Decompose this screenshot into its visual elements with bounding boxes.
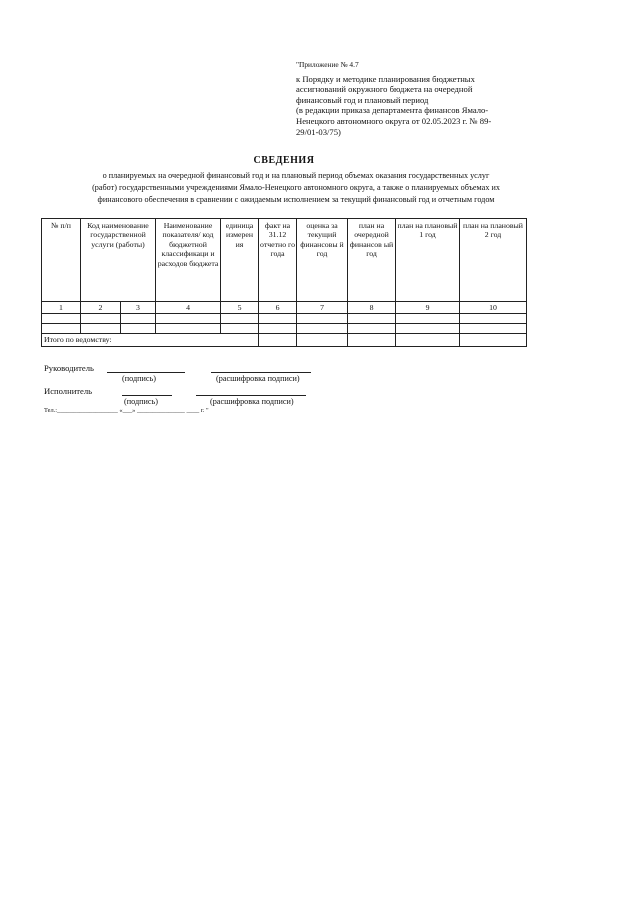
table-header-row	[42, 219, 527, 302]
header-fact: факт на 31.12 отчетно го года	[259, 219, 297, 302]
annex-line: к Порядку и методике планирования бюджетных	[296, 73, 475, 84]
header-estimate: оценка за текущий финансовы й год	[297, 219, 348, 302]
header-plan1: план на плановый 1 год	[396, 219, 460, 302]
column-number: 7	[297, 302, 348, 314]
annex-line: (в редакции приказа департамента финансов Ямало-	[296, 105, 489, 116]
column-number: 4	[156, 302, 221, 314]
column-number: 8	[348, 302, 396, 314]
head-sign-caption: (подпись)	[122, 374, 156, 383]
header-plan-next: план на очередной финансов ый год	[348, 219, 396, 302]
annex-line: 29/01-03/75)	[296, 126, 341, 137]
document-title: СВЕДЕНИЯ	[253, 155, 315, 166]
header-plan2: план на плановый 2 год	[460, 219, 527, 302]
telephone-date-line: Тел.:___________________ «___» _______________ ____ г. "	[44, 407, 209, 414]
header-indicator: Наименование показателя/ код бюджетной классификаци и расходов бюджета	[156, 219, 221, 302]
header-code: Код наименование государственной услуги (работы)	[81, 219, 156, 302]
table-row	[42, 314, 527, 324]
column-number: 9	[396, 302, 460, 314]
executor-label: Исполнитель	[44, 386, 93, 396]
table-row	[42, 324, 527, 334]
executor-sign-caption: (подпись)	[124, 397, 158, 406]
header-unit: единица измерен ия	[221, 219, 259, 302]
column-numbers-row	[42, 302, 527, 314]
subtitle-line: о планируемых на очередной финансовый год и на плановый период объемах оказания государственных услуг	[102, 171, 490, 180]
head-decode-caption: (расшифровка подписи)	[216, 374, 300, 383]
annex-line: финансовый год и плановый период	[296, 94, 429, 105]
document-subtitle	[30, 170, 562, 206]
head-sign-line	[107, 372, 185, 373]
header-num: № п/п	[42, 219, 81, 302]
head-label: Руководитель	[44, 363, 94, 373]
head-decode-line	[211, 372, 311, 373]
annex-block	[296, 60, 528, 137]
column-number: 6	[259, 302, 297, 314]
column-number: 1	[42, 302, 81, 314]
executor-decode-caption: (расшифровка подписи)	[210, 397, 294, 406]
column-number: 3	[121, 302, 156, 314]
column-number: 5	[221, 302, 259, 314]
executor-decode-line	[196, 395, 306, 396]
annex-line: "Приложение № 4.7	[296, 60, 359, 69]
column-number: 2	[81, 302, 121, 314]
annex-line: Ненецкого автономного округа от 02.05.2023 г. № 89-	[296, 115, 492, 126]
total-label: Итого по ведомству:	[42, 334, 259, 346]
subtitle-line: финансового обеспечения в сравнении с ожидаемым исполнением за текущий финансовый год и отчетным годом	[97, 195, 495, 204]
total-row	[42, 334, 527, 346]
executor-sign-line	[122, 395, 172, 396]
services-table	[41, 218, 527, 347]
annex-line: ассигнований окружного бюджета на очередной	[296, 84, 473, 95]
column-number: 10	[460, 302, 527, 314]
subtitle-line: (работ) государственными учреждениями Ямало-Ненецкого автономного округа, а также о планируемых объемах их	[92, 183, 500, 192]
